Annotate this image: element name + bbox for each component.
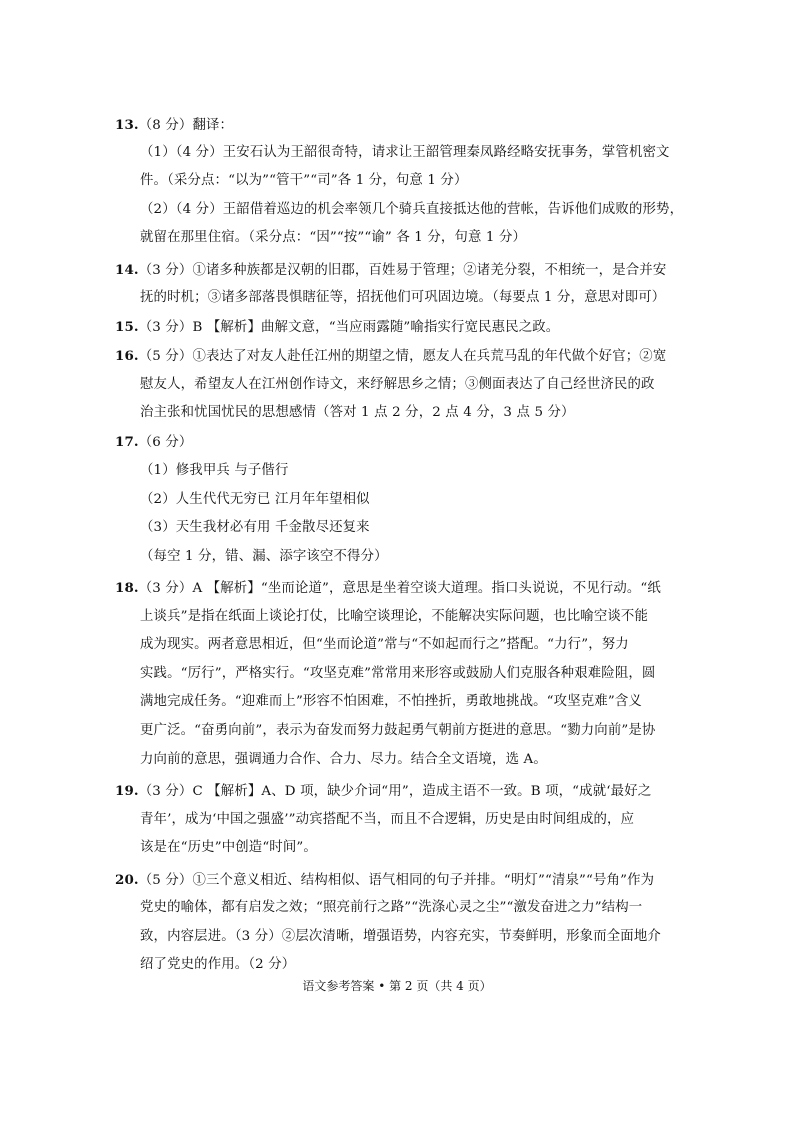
answer-line: 致，内容层进。（3 分）②层次清晰，增强语势，内容充实，节奏鲜明，形象而全面地介	[140, 929, 661, 944]
q15-line	[115, 317, 559, 338]
answer-text: （3 分）B 【解析】曲解文意，“当应雨露随”喻指实行宽民惠民之政。	[138, 320, 560, 335]
answer-text: （3 分）C 【解析】A、D 项，缺少介词“用”，造成主语不一致。B 项，“成就‘最好之	[138, 784, 652, 799]
answer-line: 成为现实。两者意思相近，但“坐而论道”常与“不如起而行之”搭配。“力行”，努力	[140, 637, 629, 652]
answer-line: （2）（4 分）王韶借着巡边的机会率领几个骑兵直接抵达他的营帐，告诉他们成败的形势，	[140, 202, 684, 217]
answer-line: 青年’，成为‘中国之强盛’”动宾搭配不当，而且不合逻辑，历史是由时间组成的，应	[140, 812, 635, 827]
answer-line: 就留在那里住宿。（采分点：“因”“按”“谕” 各 1 分，句意 1 分）	[140, 230, 527, 245]
answer-line: 力向前的意思，强调通力合作、合力、尽力。结合全文语境，选 A。	[140, 752, 547, 767]
answer-line: 慰友人，希望友人在江州创作诗文，来纾解思乡之情；③侧面表达了自己经世济民的政	[140, 377, 655, 392]
question-number: 20.	[115, 872, 139, 888]
answer-line: （1）修我甲兵 与子偕行	[140, 463, 289, 478]
answer-line: 件。（采分点：“以为”“管干”“司”各 1 分，句意 1 分）	[140, 173, 468, 188]
question-number: 17.	[115, 434, 139, 450]
answer-line: 上谈兵”是指在纸面上谈论打仗，比喻空谈理论，不能解决实际问题，也比喻空谈不能	[140, 609, 648, 624]
answer-line: 实践。“厉行”，严格实行。“攻坚克难”常常用来形容或鼓励人们克服各种艰难险阻，圆	[140, 666, 656, 681]
answer-line: （每空 1 分，错、漏、添字该空不得分）	[140, 549, 388, 564]
answer-line: 更广泛。“奋勇向前”，表示为奋发而努力鼓起勇气朝前方挺进的意思。“勠力向前”是协	[140, 723, 656, 738]
answer-line: （2）人生代代无穷已 江月年年望相似	[140, 492, 370, 507]
question-number: 14.	[115, 262, 139, 278]
answer-line: 治主张和忧国忧民的思想感情（答对 1 点 2 分，2 点 4 分，3 点 5 分）	[140, 405, 575, 420]
answer-line: 绍了党史的作用。（2 分）	[140, 957, 296, 972]
answer-line: 党史的喻体，都有启发之效；“照亮前行之路”“洗涤心灵之尘”“激发奋进之力”结构一	[140, 900, 643, 915]
question-number: 18.	[115, 580, 139, 596]
answer-line: 满地完成任务。“迎难而上”形容不怕困难，不怕挫折，勇敢地挑战。“攻坚克难”含义	[140, 694, 642, 709]
answer-line: 抚的时机；③诸多部落畏惧瞎征等，招抚他们可巩固边境。（每要点 1 分，意思对即可）	[140, 290, 666, 305]
q13-line	[115, 115, 233, 136]
answer-text: （8 分）翻译：	[138, 118, 234, 133]
answer-line: （3）天生我材必有用 千金散尽还复来	[140, 520, 370, 535]
q18-line	[115, 578, 661, 599]
question-number: 15.	[115, 319, 139, 335]
q14-line	[115, 260, 666, 281]
q19-line	[115, 781, 651, 802]
question-number: 19.	[115, 783, 139, 799]
answer-text: （5 分）①表达了对友人赴任江州的期望之情，愿友人在兵荒马乱的年代做个好官；②宽	[138, 349, 667, 364]
answer-line: （1）（4 分）王安石认为王韶很奇特，请求让王韶管理秦凤路经略安抚事务，掌管机密文	[140, 145, 670, 160]
answer-text: （3 分）①诸多种族都是汉朝的旧郡，百姓易于管理；②诸羌分裂，不相统一，是合并安	[138, 263, 667, 278]
q17-line	[115, 432, 192, 453]
page-footer: 语文参考答案 • 第 2 页（共 4 页）	[302, 979, 492, 993]
question-number: 16.	[115, 348, 139, 364]
q16-line	[115, 346, 666, 367]
answer-text: （6 分）	[138, 435, 193, 450]
answer-text: （5 分）①三个意义相近、结构相似、语气相同的句子并排。“明灯”“清泉”“号角”作为	[138, 873, 655, 888]
answer-text: （3 分）A 【解析】“坐而论道”，意思是坐着空谈大道理。指口头说说，不见行动。“纸	[138, 581, 661, 596]
question-number: 13.	[115, 117, 139, 133]
q20-line	[115, 870, 654, 891]
answer-line: 该是在“历史”中创造“时间”。	[140, 840, 317, 855]
